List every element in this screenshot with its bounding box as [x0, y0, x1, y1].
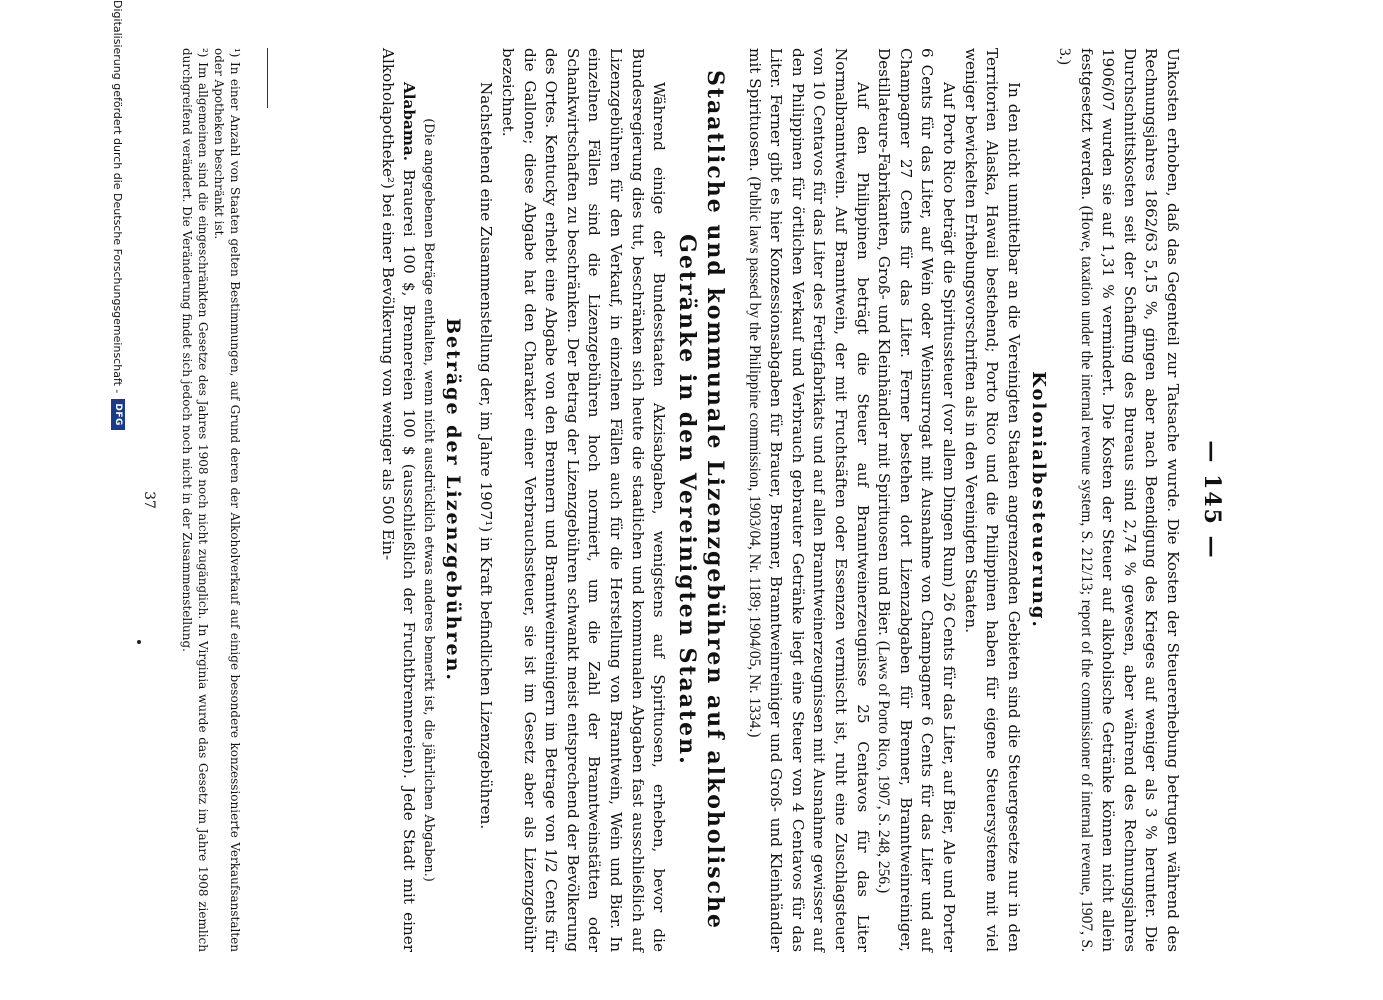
colonial-paragraph-1: In den nicht unmittelbar an die Vereinigten Staaten angrenzenden Gebieten sind die Steuergesetze nur in den Territorien Alaska, Hawaii bestehend; Porto Rico und die Philippinen haben für eigene Steuersysteme mit viel weniger bewickelten Erhebungsvorschriften als in den Vereinigten Staaten.: [961, 48, 1023, 952]
intro-paragraph: [1053, 48, 1183, 952]
alabama-paragraph: [376, 48, 419, 952]
amounts-note: (Die angegebenen Beträge enthalten, wenn nicht ausdrücklich etwas anderes bemerkt ist, die jährlichen Abgaben.): [421, 118, 437, 882]
footnote-divider: [267, 48, 268, 108]
intro-citation: (Howe, taxation under the internal revenue system, S. 212/13; report of the commissioner of internal revenue, 1907, S. 3.): [1056, 48, 1095, 952]
intro-text: Unkosten erhoben, daß das Gegenteil zur Tatsache wurde. Die Kosten der Steuererhebung betrugen während des Rechnungsjahres 1862/63 5,15 %, gingen aber nach Beendigung des Krieges auf weniger als 3 % herunter. Die Durchschnittskosten seit der Schaffung des Bureaus sind 2,74 % gewesen, aber während des Rechnungsjahres 1906/07 wurden sie auf 1,31 % vermindert. Die Kosten der Steuer auf alkoholische Getränke können nicht allein festgesetzt werden.: [1077, 48, 1182, 952]
state-paragraph-2: Nachstehend eine Zusammenstellung der, im Jahre 1907¹) in Kraft befindlichen Lizenzgebühren.: [477, 82, 496, 830]
colonial-paragraph-3: [743, 48, 873, 952]
footnotes: [179, 48, 243, 952]
scan-speck: [137, 640, 141, 644]
philippines-text: Auf den Philippinen beträgt die Steuer auf Branntweinerzeugnisse 25 Centavos für das Liter Normalbranntwein. Auf Branntwein, der mit Fruchtsäften oder Essenzen vermischt ist, ruht eine Zuschlagsteuer von 10 Centavos für das Liter des Fertigfabrikats und auf allen Branntweinerzeugnissen mit Ausnahme gewisser auf den Philippinen für örtlichen Verkauf und Verbrauch gebrauter Getränke liegt eine Steuer von 4 Centavos für das Liter. Ferner gibt es hier Konzessionsabgaben für Brauer, Brenner, Branntweinreiniger und Groß- und Kleinhändler mit Spirituosen.: [745, 48, 872, 952]
alabama-text: Brauerei 100 $, Brennereien 100 $ (ausschließlich der Fruchtbrennereien). Jede Stadt mit einer Alkoholapotheke²) bei einer Bevölkerung von weniger als 500 Ein-: [378, 48, 419, 952]
philippines-citation: (Public laws passed by the Philippine commission, 1903/04, Nr. 1189; 1904/05, Nr. 1334.): [745, 176, 763, 738]
heading-license-amounts: Beträge der Lizenzgebühren.: [441, 317, 464, 683]
colonial-paragraph-2: [873, 48, 959, 952]
sheet-number: 37: [141, 491, 157, 509]
porto-rico-text: Auf Porto Rico beträgt die Spiritussteuer (vor allem Dingen Rum) 26 Cents für das Liter, auf Bier, Ale und Porter 6 Cents für das Liter, auf Wein oder Weinsurrogat mit Ausnahme von Champagner 6 Cents für das Liter und auf Champagner 27 Cents für das Liter. Ferner bestehen dort Lizenzabgaben für Brenner, Branntweinreiniger, Destillateure-Fabrikanten, Groß- und Kleinhändler mit Spirituosen und Bier.: [875, 48, 959, 952]
footnote-2: ²) Im allgemeinen sind die eingeschränkten Gesetze des Jahres 1908 noch nicht zugänglich. In Virginia wurde das Gesetz im Jahre 1908 ziemlich durchgreifend verändert. Die Veränderung findet sich jedoch noch nicht in der Zusammenstellung.: [180, 48, 210, 952]
watermark-text: Digitalisierung gefördert durch die Deutsche Forschungsgemeinschaft -: [111, 0, 125, 394]
digitization-watermark: [111, 0, 125, 1000]
alabama-label: Alabama.: [400, 82, 419, 162]
page-number: — 145 —: [1199, 440, 1225, 560]
dfg-logo: DFG: [111, 399, 125, 430]
heading-colonial: Kolonialbesteuerung.: [1028, 371, 1050, 629]
heading-state-licenses: Staatliche und kommunale Lizenzgebühren auf alkoholische Getränke in den Vereinigten Staaten.: [674, 69, 729, 931]
porto-rico-citation: (Laws of Porto Rico, 1907, S. 248, 256.): [875, 640, 893, 894]
rotated-document-page: [103, 0, 1253, 1000]
state-paragraph-1: Während einige der Bundesstaaten Akzisabgaben, wenigstens auf Spirituosen, erheben, bevor die Bundesregierung dies tut, beschränken sich heute die staatlichen und kommunalen Abgaben fast ausschließlich auf Lizenzgebühren für den Verkauf, in einzelnen Fällen auch für die Herstellung von Branntwein, Wein und Bier. In einzelnen Fällen sind die Lizenzgebühren hoch normiert, um die Zahl der Branntweinstätten oder Schankwirtschaften zu beschränken. Der Betrag der Lizenzgebühren schwankt meist entsprechend der Bevölkerung des Ortes. Kentucky erhebt eine Abgabe von den Brennern und Branntweinreinigern im Betrage von 1/2 Cents für die Gallone; diese Abgabe hat den Charakter einer Verbrauchssteuer, sie ist im Gesetz aber als Lizenzgebühr bezeichnet.: [498, 48, 669, 952]
body-text: [376, 48, 1183, 952]
footnote-1: ¹) In einer Anzahl von Staaten gelten Bestimmungen, auf Grund deren der Alkoholverkauf auf einige besondere konzessionierte Verkaufsanstalten oder Apotheken beschränkt ist.: [212, 48, 242, 952]
